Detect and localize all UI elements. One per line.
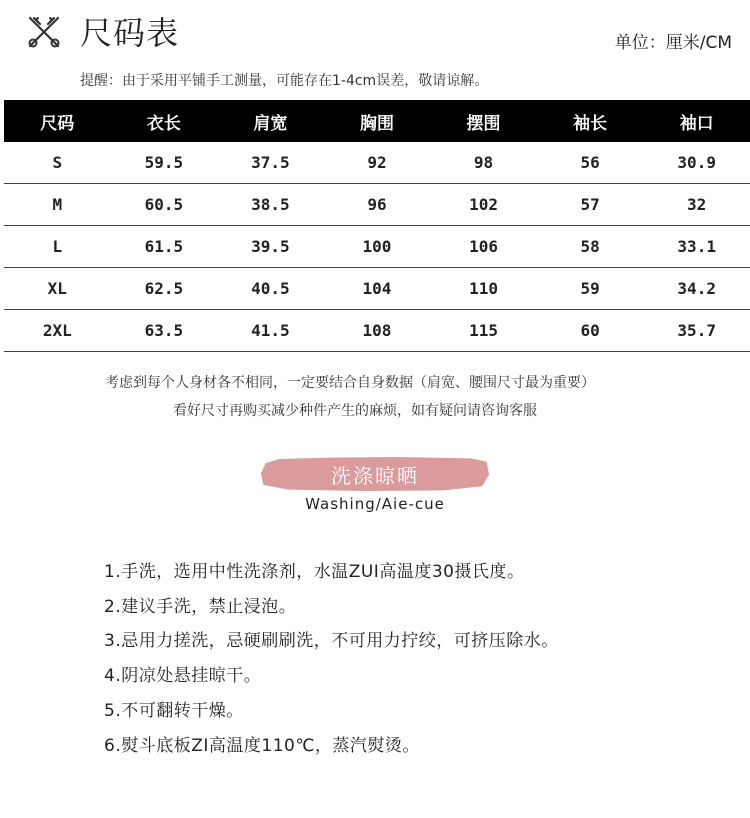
table-cell: 58 bbox=[537, 226, 644, 268]
table-cell: XL bbox=[4, 268, 111, 310]
washing-instruction: 2.建议手洗，禁止浸泡。 bbox=[104, 597, 297, 617]
table-cell: 41.5 bbox=[217, 310, 324, 352]
washing-instruction: 4.阴凉处悬挂晾干。 bbox=[104, 666, 262, 686]
table-cell: 56 bbox=[537, 142, 644, 184]
table-cell: 34.2 bbox=[643, 268, 750, 310]
washing-instruction: 5.不可翻转干燥。 bbox=[104, 701, 244, 721]
table-cell: 60 bbox=[537, 310, 644, 352]
table-cell: 35.7 bbox=[643, 310, 750, 352]
unit-label: 单位：厘米/CM bbox=[614, 33, 732, 53]
table-cell: 104 bbox=[324, 268, 431, 310]
measurement-note: 提醒：由于采用平铺手工测量，可能存在1-4cm误差，敬请谅解。 bbox=[80, 73, 489, 89]
table-cell: 102 bbox=[430, 184, 537, 226]
table-cell: 33.1 bbox=[643, 226, 750, 268]
washing-instruction: 6.熨斗底板ZI高温度110℃，蒸汽熨烫。 bbox=[104, 736, 420, 756]
table-cell: 62.5 bbox=[111, 268, 218, 310]
col-header-shoulder: 肩宽 bbox=[217, 100, 324, 142]
washing-instruction: 1.手洗，选用中性洗涤剂，水温ZUI高温度30摄氏度。 bbox=[104, 562, 525, 582]
fit-tip-line-1: 考虑到每个人身材各不相同，一定要结合自身数据（肩宽、腰围尺寸最为重要） bbox=[105, 375, 595, 391]
table-row bbox=[4, 184, 750, 226]
table-cell: M bbox=[4, 184, 111, 226]
washing-title: 洗涤晾晒 bbox=[331, 464, 419, 488]
scissors-ruler-icon bbox=[26, 14, 62, 50]
table-cell: 100 bbox=[324, 226, 431, 268]
table-cell: 37.5 bbox=[217, 142, 324, 184]
table-cell: 60.5 bbox=[111, 184, 218, 226]
table-header-row bbox=[4, 100, 750, 142]
fit-tip-line-2: 看好尺寸再购买减少种件产生的麻烦，如有疑问请咨询客服 bbox=[173, 403, 537, 419]
table-cell: S bbox=[4, 142, 111, 184]
table-row bbox=[4, 268, 750, 310]
col-header-chest: 胸围 bbox=[324, 100, 431, 142]
table-cell: 30.9 bbox=[643, 142, 750, 184]
table-row bbox=[4, 142, 750, 184]
table-cell: 59.5 bbox=[111, 142, 218, 184]
table-cell: 61.5 bbox=[111, 226, 218, 268]
size-table bbox=[4, 100, 750, 352]
table-cell: 96 bbox=[324, 184, 431, 226]
washing-instruction: 3.忌用力搓洗，忌硬刷刷洗，不可用力拧绞，可挤压除水。 bbox=[104, 631, 559, 651]
table-cell: 32 bbox=[643, 184, 750, 226]
table-cell: 108 bbox=[324, 310, 431, 352]
table-cell: 106 bbox=[430, 226, 537, 268]
col-header-cuff: 袖口 bbox=[643, 100, 750, 142]
table-cell: 98 bbox=[430, 142, 537, 184]
col-header-length: 衣长 bbox=[111, 100, 218, 142]
washing-subtitle: Washing/Aie-cue bbox=[305, 495, 445, 513]
col-header-hem: 摆围 bbox=[430, 100, 537, 142]
table-row bbox=[4, 310, 750, 352]
table-cell: 38.5 bbox=[217, 184, 324, 226]
table-cell: 115 bbox=[430, 310, 537, 352]
table-cell: 39.5 bbox=[217, 226, 324, 268]
table-cell: 40.5 bbox=[217, 268, 324, 310]
table-row bbox=[4, 226, 750, 268]
table-cell: 110 bbox=[430, 268, 537, 310]
table-cell: 57 bbox=[537, 184, 644, 226]
col-header-size: 尺码 bbox=[4, 100, 111, 142]
col-header-sleeve: 袖长 bbox=[537, 100, 644, 142]
page-title: 尺码表 bbox=[80, 14, 180, 52]
table-cell: 92 bbox=[324, 142, 431, 184]
table-cell: L bbox=[4, 226, 111, 268]
table-cell: 59 bbox=[537, 268, 644, 310]
table-cell: 2XL bbox=[4, 310, 111, 352]
table-cell: 63.5 bbox=[111, 310, 218, 352]
